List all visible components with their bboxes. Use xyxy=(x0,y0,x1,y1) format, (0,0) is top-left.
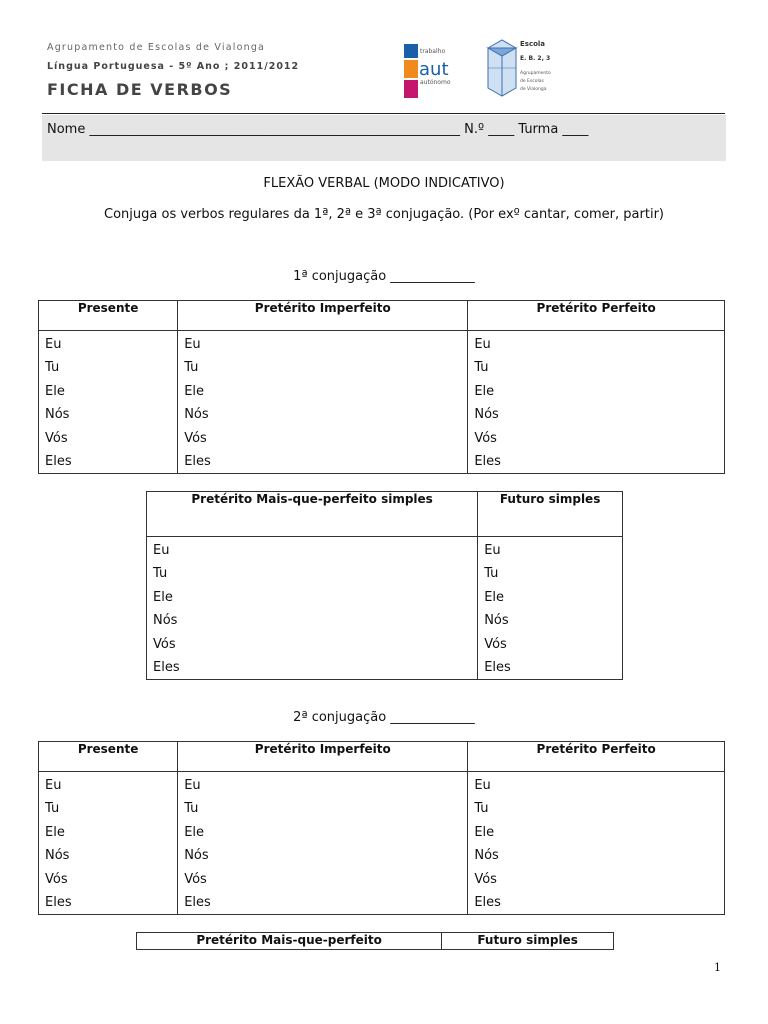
logo2-text-3: Agrupamento xyxy=(520,71,551,76)
school-name: Agrupamento de Escolas de Vialonga xyxy=(47,42,266,53)
logo2-text-4: de Escolas xyxy=(520,79,544,84)
pronoun-cell[interactable]: Vós xyxy=(468,868,725,891)
pronoun-cell[interactable]: Eu xyxy=(468,331,725,357)
pronoun-cell[interactable]: Eles xyxy=(147,656,478,680)
pronoun-cell[interactable]: Vós xyxy=(178,868,468,891)
column-header: Pretérito Imperfeito xyxy=(178,742,468,772)
table-row xyxy=(147,562,623,585)
conjugation-heading-1: 1ª conjugação _____________ xyxy=(293,269,475,284)
table-row xyxy=(147,633,623,656)
table-row xyxy=(39,403,725,426)
table-row xyxy=(39,331,725,357)
table-row xyxy=(39,380,725,403)
pronoun-cell[interactable]: Eu xyxy=(468,772,725,798)
worksheet-title: FICHA DE VERBOS xyxy=(47,80,233,99)
table-row xyxy=(147,586,623,609)
pronoun-cell[interactable]: Tu xyxy=(468,356,725,379)
table-row xyxy=(147,609,623,632)
logo2-text-2: E. B. 2, 3 xyxy=(520,55,551,62)
pronoun-cell[interactable]: Eu xyxy=(178,772,468,798)
student-info-box xyxy=(42,115,726,161)
column-header: Pretérito Mais-que-perfeito xyxy=(137,933,442,950)
pronoun-cell[interactable]: Tu xyxy=(178,356,468,379)
pronoun-cell[interactable]: Eles xyxy=(468,450,725,474)
pronoun-cell[interactable]: Ele xyxy=(178,380,468,403)
pronoun-cell[interactable]: Eu xyxy=(39,772,178,798)
pronoun-cell[interactable]: Nós xyxy=(39,844,178,867)
table-row xyxy=(39,427,725,450)
table-row xyxy=(147,537,623,563)
section-title: FLEXÃO VERBAL (MODO INDICATIVO) xyxy=(263,176,505,191)
conjugation-heading-2: 2ª conjugação _____________ xyxy=(293,710,475,725)
pronoun-cell[interactable]: Vós xyxy=(39,427,178,450)
pronoun-cell[interactable]: Tu xyxy=(178,797,468,820)
column-header: Presente xyxy=(39,742,178,772)
logo1-text-3: autónomo xyxy=(420,79,451,86)
pronoun-cell[interactable]: Ele xyxy=(178,821,468,844)
table-row xyxy=(39,356,725,379)
pronoun-cell[interactable]: Ele xyxy=(468,380,725,403)
pronoun-cell[interactable]: Eu xyxy=(39,331,178,357)
logo2-text-5: de Vialonga xyxy=(520,87,547,92)
table-row xyxy=(39,844,725,867)
logo2-text-1: Escola xyxy=(520,40,546,48)
pronoun-cell[interactable]: Nós xyxy=(178,403,468,426)
pronoun-cell[interactable]: Eles xyxy=(478,656,623,680)
pronoun-cell[interactable]: Vós xyxy=(147,633,478,656)
pronoun-cell[interactable]: Eles xyxy=(468,891,725,915)
logo1-text-1: trabalho xyxy=(420,48,446,55)
pronoun-cell[interactable]: Vós xyxy=(478,633,623,656)
column-header: Pretérito Imperfeito xyxy=(178,301,468,331)
pronoun-cell[interactable]: Ele xyxy=(39,380,178,403)
pronoun-cell[interactable]: Vós xyxy=(39,868,178,891)
pronoun-cell[interactable]: Nós xyxy=(178,844,468,867)
column-header: Presente xyxy=(39,301,178,331)
pronoun-cell[interactable]: Tu xyxy=(468,797,725,820)
instructions: Conjuga os verbos regulares da 1ª, 2ª e 3ª conjugação. (Por exº cantar, comer, partir) xyxy=(104,207,664,222)
table-row xyxy=(39,821,725,844)
student-info-line[interactable]: Nome _________________________________________________________ N.º ____ Turma ____ xyxy=(47,122,589,137)
pronoun-cell[interactable]: Ele xyxy=(147,586,478,609)
pronoun-cell[interactable]: Eles xyxy=(39,891,178,915)
course-year: Língua Portuguesa - 5º Ano ; 2011/2012 xyxy=(47,61,300,72)
pronoun-cell[interactable]: Tu xyxy=(39,356,178,379)
column-header: Futuro simples xyxy=(442,933,614,950)
pronoun-cell[interactable]: Eles xyxy=(178,450,468,474)
pronoun-cell[interactable]: Tu xyxy=(39,797,178,820)
pronoun-cell[interactable]: Nós xyxy=(468,844,725,867)
pronoun-cell[interactable]: Eles xyxy=(178,891,468,915)
column-header: Futuro simples xyxy=(478,492,623,537)
pronoun-cell[interactable]: Tu xyxy=(147,562,478,585)
table-row xyxy=(39,797,725,820)
pronoun-cell[interactable]: Nós xyxy=(468,403,725,426)
pronoun-cell[interactable]: Eu xyxy=(178,331,468,357)
pronoun-cell[interactable]: Eu xyxy=(478,537,623,563)
pronoun-cell[interactable]: Vós xyxy=(178,427,468,450)
table-row xyxy=(39,772,725,798)
school-logo xyxy=(486,36,566,100)
instructions-wrap xyxy=(0,206,768,223)
table-row xyxy=(39,868,725,891)
pronoun-cell[interactable]: Tu xyxy=(478,562,623,585)
trabalho-autonomo-logo xyxy=(402,42,460,100)
table-row xyxy=(39,891,725,915)
pronoun-cell[interactable]: Eles xyxy=(39,450,178,474)
header-divider xyxy=(42,113,725,114)
column-header: Pretérito Perfeito xyxy=(468,301,725,331)
table-row xyxy=(147,656,623,680)
conjugation-table-1 xyxy=(38,300,725,474)
table-row xyxy=(39,450,725,474)
pronoun-cell[interactable]: Ele xyxy=(468,821,725,844)
logo1-text-2: aut xyxy=(419,59,449,80)
pronoun-cell[interactable]: Eu xyxy=(147,537,478,563)
pronoun-cell[interactable]: Vós xyxy=(468,427,725,450)
pronoun-cell[interactable]: Nós xyxy=(478,609,623,632)
pronoun-cell[interactable]: Ele xyxy=(39,821,178,844)
pronoun-cell[interactable]: Ele xyxy=(478,586,623,609)
column-header: Pretérito Perfeito xyxy=(468,742,725,772)
pronoun-cell[interactable]: Nós xyxy=(147,609,478,632)
pronoun-cell[interactable]: Nós xyxy=(39,403,178,426)
conjugation-table-2 xyxy=(146,491,623,680)
column-header: Pretérito Mais-que-perfeito simples xyxy=(147,492,478,537)
page-number: 1 xyxy=(714,961,721,974)
conjugation-table-4 xyxy=(136,932,614,950)
conjugation-table-3 xyxy=(38,741,725,915)
